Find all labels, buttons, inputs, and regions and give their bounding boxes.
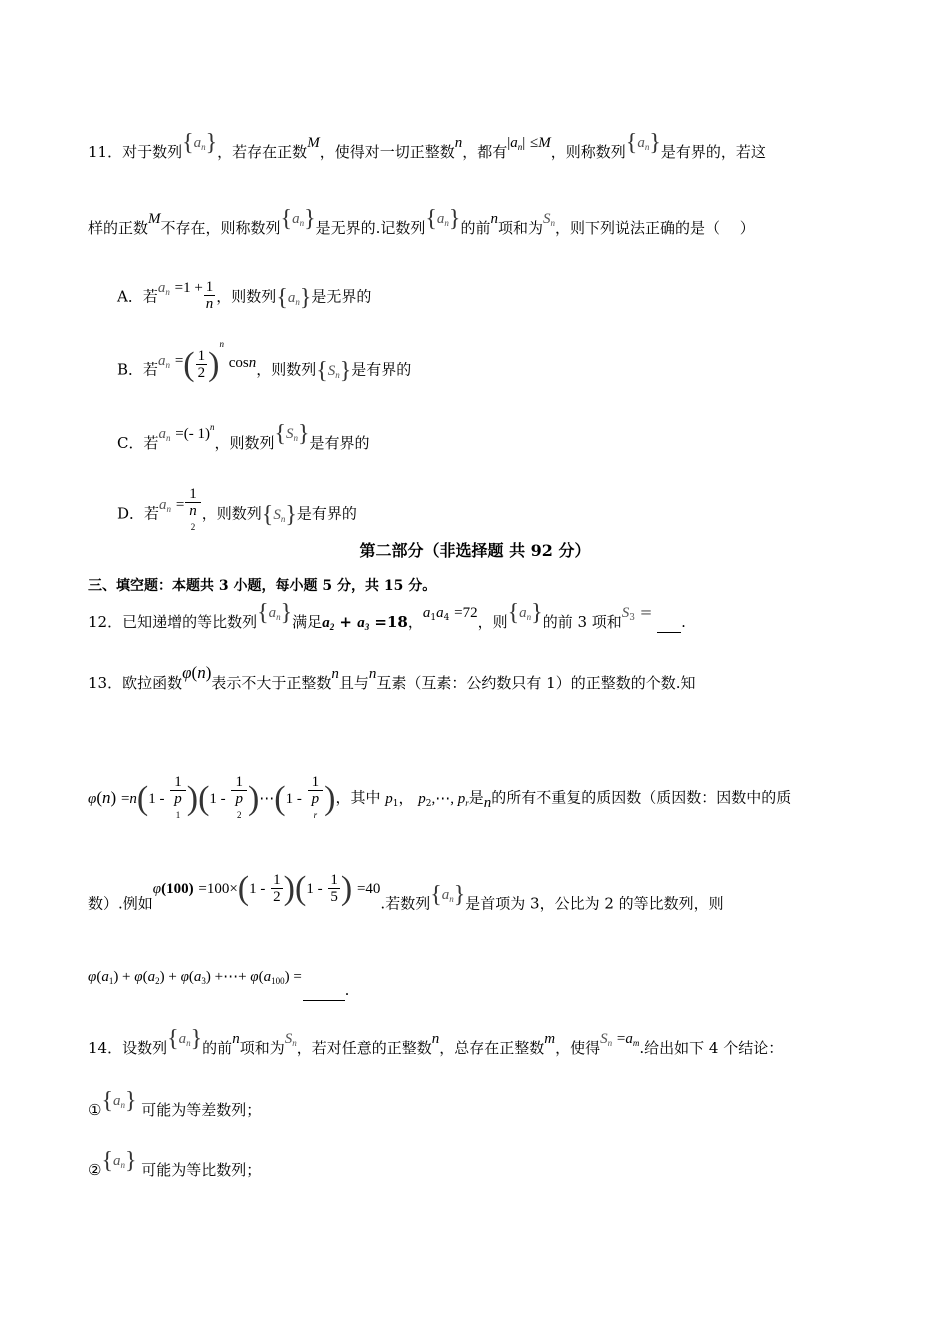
q11-line-2: 样的正数M不存在，则称数列$\{a_n\}$是无界的.记数列$\{a_n\}$的前n项和为$S_n$，则下列说法正确的是（ ） (88, 206, 755, 237)
q11-option-a: A．若$a_n =1$ + $\frac{1}{n}$ ，则数列$\{a_n\}$是无界的 (117, 279, 372, 312)
math-phi-formula: φ(n) =n(1 - 1 p 1 )(1 - 1 p 2 )⋯(1 - 1 p r ) (88, 774, 336, 820)
math-a1a4: $a_1a_4 =72$ (422, 605, 478, 623)
q12-number: 12． (88, 613, 123, 631)
q13-line-1: 13．欧拉函数φ(n)表示不大于正整数n且与n互素（互素：公约数只有 1）的正整数的个数.知 (88, 663, 696, 692)
math-phi-n: φ(n) (182, 663, 212, 682)
math-a2-a3: $a_2 + a_3 =18$ (322, 613, 408, 632)
math-M: M (307, 135, 320, 151)
math-formula-a: $a_n =1$ + (157, 279, 203, 297)
q13-line-3: 数）.例如φ(100) =100×(1 - $\frac{1}{2}$ )(1 - $\frac{1}{5}$ ) =40.若数列$\{a_n\}$是首项为 3，公比为 2 的等比数列，则 (88, 869, 724, 913)
q14-item-1: $①\{a_n\}$ 可能为等差数列； (88, 1088, 262, 1119)
q12-line: 12．已知递增的等比数列$\{a_n\}$满足$a_2 + a_3 =18$，$a_1a_4 =72$，则$\{a_n\}$的前 3 项和$S_3$ = . (88, 600, 686, 632)
q13-line-2: φ(n) =n(1 - 1 p 1 )(1 - 1 p 2 )⋯(1 - 1 p r )，其中 $p_1$， $p_2,\cdots$, $p_r$是n的所有不重复的质因数（质因数：因数中的质 (88, 774, 792, 820)
q11-option-c: C．若$a_n$ =(- 1)$^n$，则数列$\{S_n\}$是有界的 (117, 421, 370, 452)
math-Sn-eq-am: $S_n =a_m$ (600, 1031, 640, 1048)
section-subtitle: 三、填空题：本题共 3 小题，每小题 5 分，共 15 分。 (88, 578, 437, 594)
section-title: 第二部分（非选择题 共 92 分） (359, 541, 591, 560)
q14-number: 14． (88, 1039, 123, 1057)
math-formula-c: $a_n$ =(- 1)$^n$ (158, 422, 215, 443)
answer-blank-q13[interactable] (303, 980, 345, 1001)
q13-number: 13． (88, 674, 123, 692)
q11-option-d: D．若$a_n$ = 1 n 2 ，则数列$\{S_n\}$是有界的 (117, 486, 357, 532)
math-seq-an: $\{a_n\}$ (182, 130, 218, 156)
q14-line-1: 14．设数列$\{a_n\}$的前n项和为$S_n$，若对任意的正整数n，总存在正整数m，使得$S_n =a_m$.给出如下 4 个结论： (88, 1026, 784, 1057)
math-primes: $p_1$， $p_2,\cdots$, $p_r$ (385, 788, 469, 809)
q14-item-2: $②\{a_n\}$ 可能为等比数列； (88, 1148, 262, 1179)
q11-line-1: 11．对于数列$\{a_n\}$，若存在正数M，使得对一切正整数n，都有$|a_n| \le M$，则称数列$\{a_n\}$是有界的，若这 (88, 130, 766, 161)
math-phi-100: φ(100) =100×(1 - $\frac{1}{2}$ )(1 - $\frac{1}{5}$ ) =40 (152, 869, 381, 907)
answer-blank-q12[interactable] (657, 612, 681, 633)
q13-line-4: $\varphi(a_1) + \varphi(a_2) + \varphi(a_3)$ +⋯+ $\varphi(a_{100})$ = . (88, 969, 350, 999)
q11-option-b: B．若$a_n$ =( $\frac{1}{2}$ )$^n$ cosn，则数列$\{S_n\}$是有界的 (117, 338, 412, 384)
q11-number: 11． (88, 143, 123, 161)
math-formula-b: $a_n$ = (158, 352, 184, 370)
math-formula-d: $a_n$ = (159, 496, 185, 514)
math-phi-sum: $\varphi(a_1) + \varphi(a_2) + \varphi(a_3)$ +⋯+ $\varphi(a_{100})$ = (88, 969, 302, 986)
math-abs-an-le-M: $|a_n| \le M$ (507, 135, 551, 152)
